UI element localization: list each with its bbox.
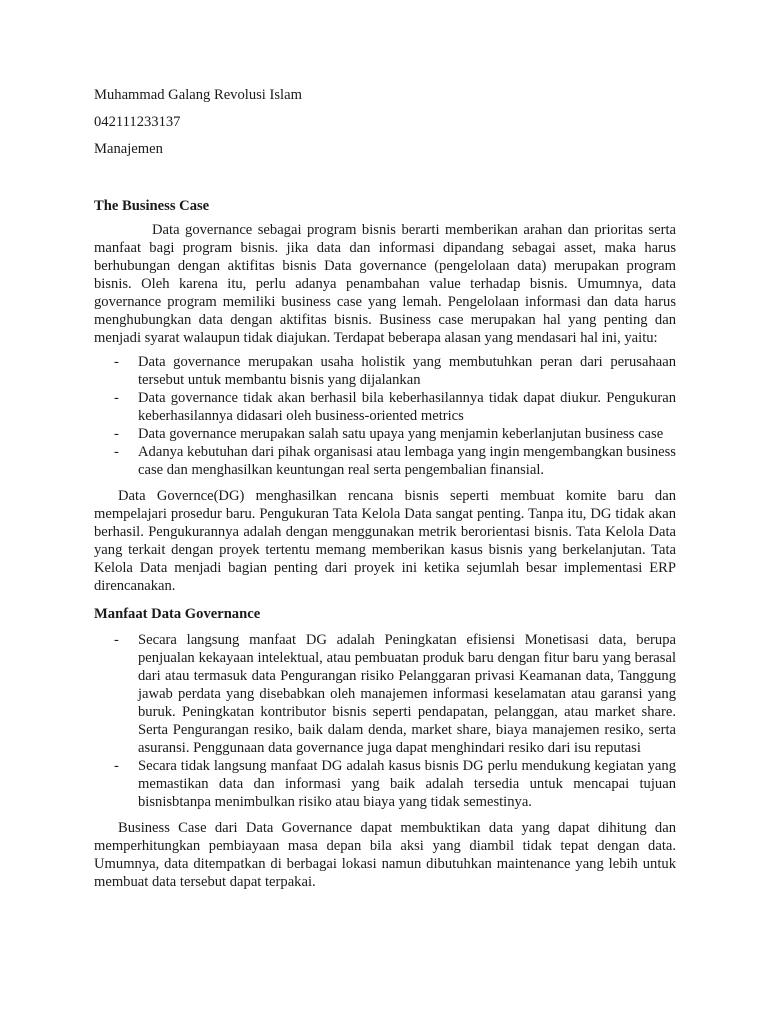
author-name: Muhammad Galang Revolusi Islam — [94, 87, 302, 103]
manfaat-bullet-list — [94, 631, 676, 811]
student-id: 042111233137 — [94, 114, 181, 130]
list-item-text: Secara langsung manfaat DG adalah Peningkatan efisiensi Monetisasi data, berupa penjualan kekayaan intelektual, atau pembuatan produk baru dengan fitur baru yang berasal dari atau termasuk data Pengurangan risiko Pelanggaran privasi Keamanan data, Tanggung jawab perdata yang disebabkan oleh manajemen informasi keselamatan atau garansi yang buruk. Peningkatan kontributor bisnis seperti pendapatan, pelanggan, atau market share. Serta Pengurangan resiko, baik dalam denda, market share, biaya manajemen resiko, serta asuransi. Penggunaan data governance juga dapat menghindari resiko dari isu reputasi — [138, 632, 676, 756]
business-case-intro: Data governance sebagai program bisnis berarti memberikan arahan dan prioritas serta manfaat bagi program bisnis. jika data dan informasi dipandang sebagai asset, maka harus berhubungan dengan aktifitas bisnis Data governance (pengelolaan data) merupakan program bisnis. Oleh karena itu, perlu adanya penambahan value terhadap bisnis. Umumnya, data governance program memiliki business case yang lemah. Pengelolaan informasi dan data harus menghubungkan data dengan aktifitas bisnis. Business case merupakan hal yang penting dan menjadi syarat walaupun tidak diajukan. Terdapat beberapa alasan yang mendasari hal ini, yaitu: — [94, 222, 676, 346]
bullet-dash: - — [114, 390, 119, 406]
list-item-text: Data governance tidak akan berhasil bila keberhasilannya tidak dapat diukur. Pengukuran keberhasilannya didasari oleh business-oriented metrics — [138, 390, 676, 424]
bullet-dash: - — [114, 758, 119, 774]
list-item — [94, 353, 676, 389]
bullet-dash: - — [114, 426, 119, 442]
list-item-text: Data governance merupakan salah satu upaya yang menjamin keberlanjutan business case — [138, 426, 664, 442]
list-item — [94, 389, 676, 425]
business-case-closing: Data Governce(DG) menghasilkan rencana bisnis seperti membuat komite baru dan mempelajari prosedur baru. Pengukuran Tata Kelola Data sangat penting. Tanpa itu, DG tidak akan berhasil. Pengukurannya adalah dengan menggunakan metrik berorientasi bisnis. Tata Kelola Data yang terkait dengan proyek tertentu memang memberikan kasus bisnis yang berkelanjutan. Tata Kelola Data menjadi bagian penting dari proyek ini ketika sejumlah besar implementasi ERP direncanakan. — [94, 488, 676, 594]
list-item — [94, 631, 676, 757]
list-item-text: Secara tidak langsung manfaat DG adalah kasus bisnis DG perlu mendukung kegiatan yang memastikan data dan informasi yang baik adalah tersedia untuk mencapai tujuan bisnisbtanpa menimbulkan risiko atau biaya yang tidak semestinya. — [138, 758, 676, 810]
list-item-text: Adanya kebutuhan dari pihak organisasi atau lembaga yang ingin mengembangkan business case dan menghasilkan keuntungan real serta pengembalian finansial. — [138, 444, 676, 478]
bullet-dash: - — [114, 444, 119, 460]
department: Manajemen — [94, 141, 163, 157]
list-item-text: Data governance merupakan usaha holistik yang membutuhkan peran dari perusahaan tersebut untuk membantu bisnis yang dijalankan — [138, 354, 676, 388]
section-heading-business-case: The Business Case — [94, 198, 210, 214]
bullet-dash: - — [114, 354, 119, 370]
list-item — [94, 757, 676, 811]
list-item — [94, 425, 676, 443]
manfaat-closing: Business Case dari Data Governance dapat membuktikan data yang dapat dihitung dan memperhitungkan pembiayaan masa depan bila aksi yang diambil tidak tepat dengan data. Umumnya, data ditempatkan di berbagai lokasi namun dibutuhkan maintenance yang lebih untuk membuat data tersebut dapat terpakai. — [94, 820, 676, 890]
bullet-dash: - — [114, 632, 119, 648]
document-page — [94, 86, 676, 891]
section-heading-manfaat: Manfaat Data Governance — [94, 606, 261, 622]
spacer — [94, 167, 676, 197]
business-case-bullet-list — [94, 353, 676, 479]
list-item — [94, 443, 676, 479]
